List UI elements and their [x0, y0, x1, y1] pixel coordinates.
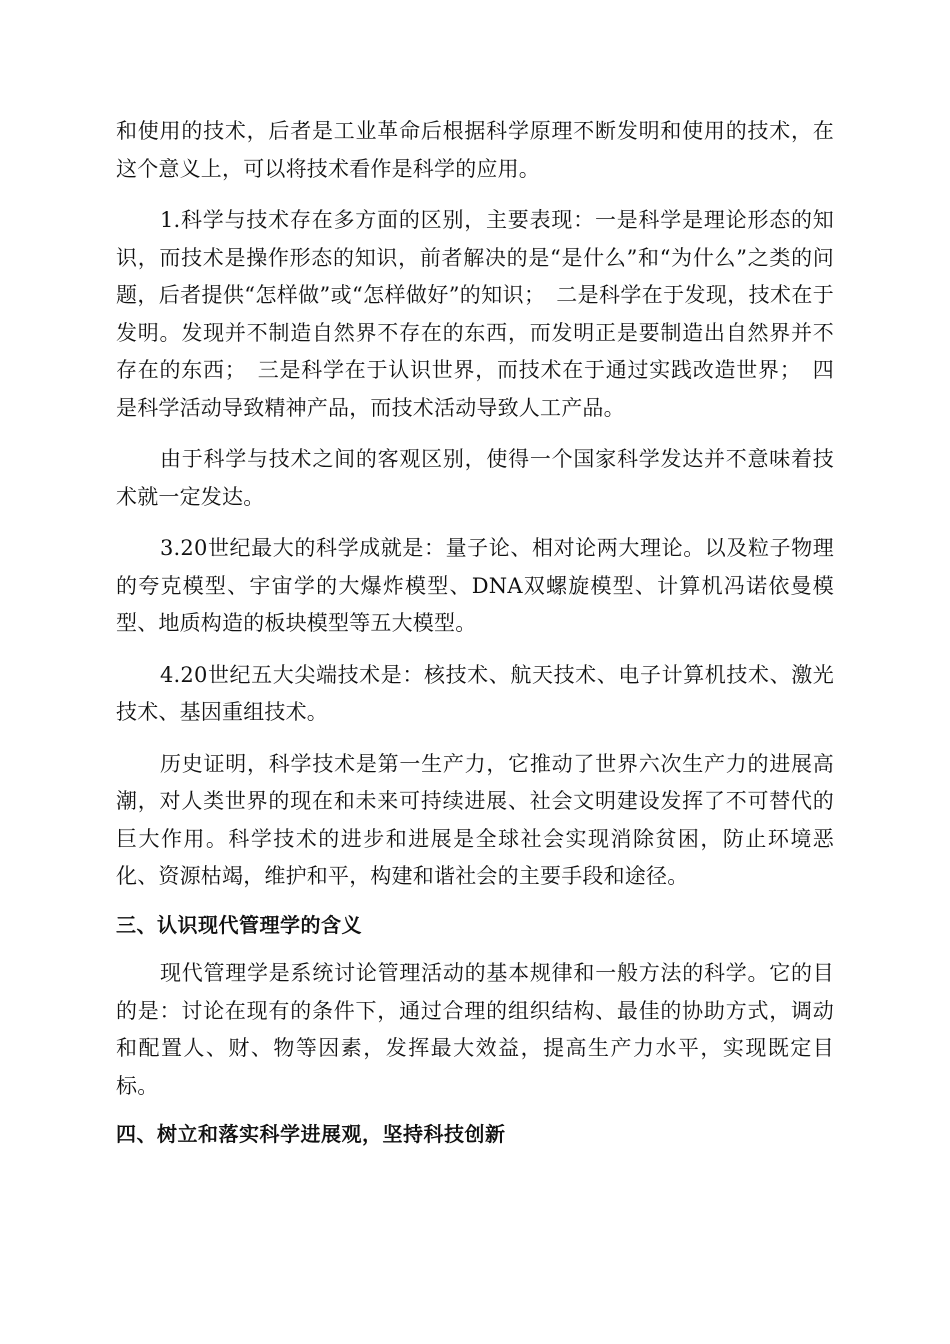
document-page: [116, 113, 834, 1154]
paragraph-20th-century-science: 3.20世纪最大的科学成就是：量子论、相对论两大理论。以及粒子物理的夸克模型、宇宙学的大爆炸模型、DNA双螺旋模型、计算机冯诺依曼模型、地质构造的板块模型等五大模型。: [116, 536, 834, 635]
paragraph-technology-application: 和使用的技术，后者是工业革命后根据科学原理不断发明和使用的技术，在这个意义上，可以将技术看作是科学的应用。: [116, 119, 834, 181]
section-heading-modern-management: 三、认识现代管理学的含义: [116, 912, 362, 937]
paragraph-modern-management-definition: 现代管理学是系统讨论管理活动的基本规律和一般方法的科学。它的目的是：讨论在现有的条件下，通过合理的组织结构、最佳的协助方式，调动和配置人、财、物等因素，发挥最大效益，提高生产力水平，实现既定目标。: [116, 961, 834, 1098]
paragraph-20th-century-technologies: 4.20世纪五大尖端技术是：核技术、航天技术、电子计算机技术、激光技术、基因重组技术。: [116, 662, 834, 724]
paragraph-science-technology-differences: 1.科学与技术存在多方面的区别，主要表现：一是科学是理论形态的知识，而技术是操作形态的知识，前者解决的是“是什么”和“为什么”之类的问题，后者提供“怎样做”或“怎样做好”的知识； 二是科学在于发现，技术在于发明。发现并不制造自然界不存在的东西，而发明正是要制造出自然界并不存在的东西； 三是科学在于认识世界，而技术在于通过实践改造世界； 四是科学活动导致精神产品，而技术活动导致人工产品。: [116, 208, 834, 420]
paragraph-objective-difference: 由于科学与技术之间的客观区别，使得一个国家科学发达并不意味着技术就一定发达。: [116, 447, 834, 509]
section-heading-scientific-development: 四、树立和落实科学进展观，坚持科技创新: [116, 1122, 506, 1146]
paragraph-history-proves: 历史证明，科学技术是第一生产力，它推动了世界六次生产力的进展高潮，对人类世界的现在和未来可持续进展、社会文明建设发挥了不可替代的巨大作用。科学技术的进步和进展是全球社会实现消除贫困，防止环境恶化、资源枯竭，维护和平，构建和谐社会的主要手段和途径。: [116, 751, 834, 888]
